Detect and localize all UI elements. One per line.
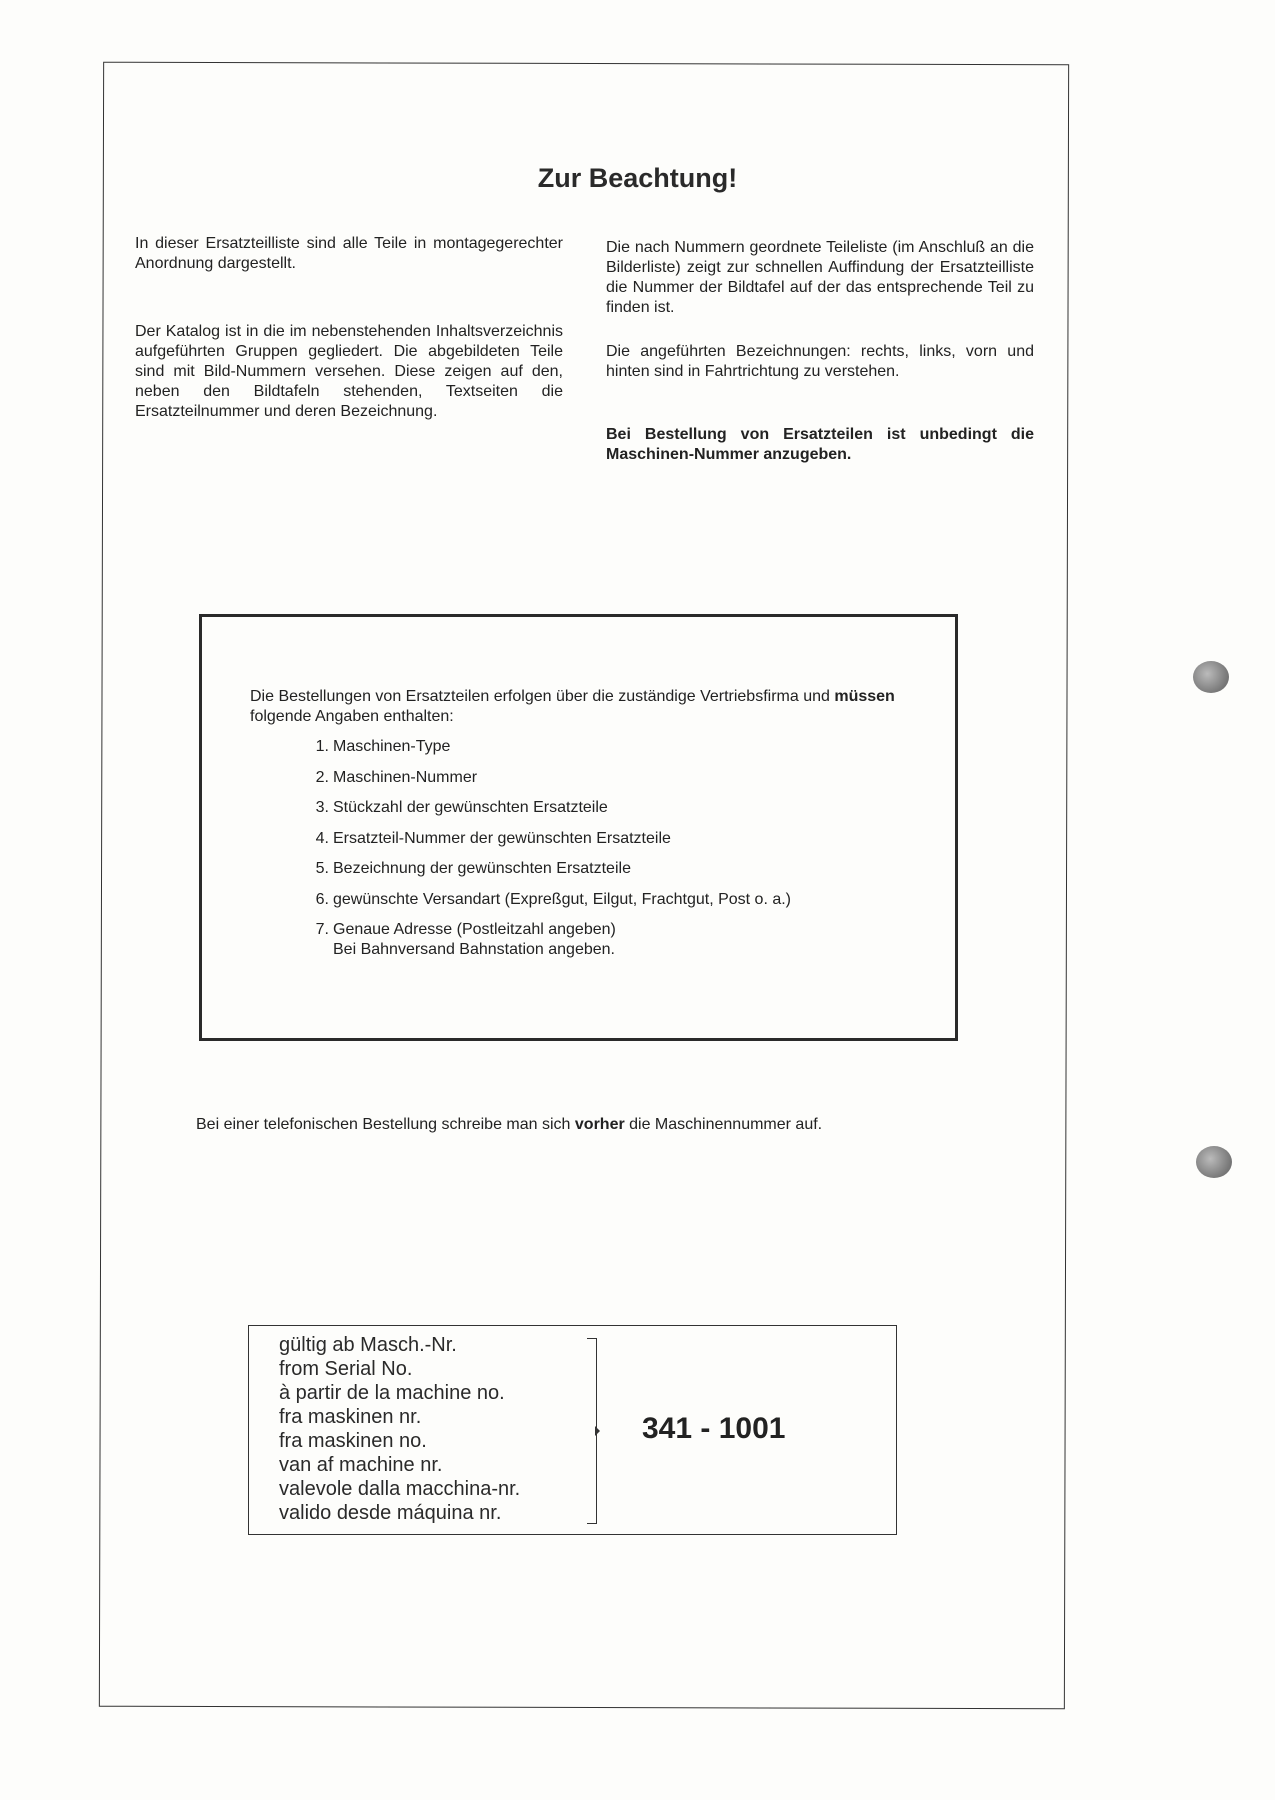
serial-label-line: fra maskinen no. <box>279 1430 427 1452</box>
item-number: 5. <box>315 860 329 877</box>
note-text: Bei einer telefonischen Bestellung schreibe man sich <box>196 1116 575 1133</box>
item-number: 6. <box>315 890 329 908</box>
bold-notice: Bei Bestellung von Ersatzteilen ist unbedingt die Maschinen-Nummer anzugeben. <box>606 426 1034 463</box>
item-text: Maschinen-Type <box>333 738 451 755</box>
order-requirements-list <box>307 737 792 958</box>
serial-label-line: à partir de la machine no. <box>279 1382 505 1404</box>
serial-label-line: valido desde máquina nr. <box>279 1502 502 1524</box>
page-title: Zur Beachtung! <box>537 163 738 193</box>
phone-order-note <box>196 1116 822 1134</box>
left-column <box>135 234 563 422</box>
serial-label-line: van af machine nr. <box>279 1454 443 1476</box>
paragraph: Der Katalog ist in die im nebenstehenden Inhaltsverzeichnis aufgeführten Gruppen gegliedert. Die abgebildeten Teile sind mit Bild-Nummern versehen. Diese zeigen auf den, neben den Bildtafeln stehenden, Textseiten die Ersatzteilnummer und deren Bezeichnung. <box>135 323 563 420</box>
punch-hole <box>1193 661 1229 693</box>
serial-label-line: from Serial No. <box>279 1358 413 1380</box>
list-item <box>307 859 791 890</box>
serial-validity-box <box>248 1325 897 1535</box>
item-number: 3. <box>315 799 329 816</box>
paragraph: In dieser Ersatzteilliste sind alle Teile in montagegerechter Anordnung dargestellt. <box>135 235 563 272</box>
serial-label-line: gültig ab Masch.-Nr. <box>279 1334 457 1356</box>
item-number: 4. <box>315 829 329 847</box>
item-text: Maschinen-Nummer <box>333 768 478 786</box>
list-item <box>307 798 791 829</box>
list-item <box>307 737 791 768</box>
list-item <box>307 890 791 921</box>
note-bold: vorher <box>574 1116 625 1133</box>
serial-number: 341 - 1001 <box>642 1412 786 1445</box>
item-text: gewünschte Versandart (Expreßgut, Eilgut, Frachtgut, Post o. a.) <box>333 890 792 908</box>
order-intro <box>250 687 930 727</box>
list-item <box>307 829 791 860</box>
item-number: 7. <box>315 921 329 938</box>
serial-labels <box>279 1333 520 1525</box>
bracket <box>587 1338 597 1524</box>
intro-text: folgende Angaben enthalten: <box>250 708 454 725</box>
item-text: Genaue Adresse (Postleitzahl angeben) <box>333 921 616 938</box>
paragraph: Die angeführten Bezeichnungen: rechts, links, vorn und hinten sind in Fahrtrichtung zu verstehen. <box>606 343 1034 380</box>
serial-label-line: valevole dalla macchina-nr. <box>279 1478 521 1500</box>
item-text: Bezeichnung der gewünschten Ersatzteile <box>333 860 631 877</box>
paragraph: Die nach Nummern geordnete Teileliste (im Anschluß an die Bilderliste) zeigt zur schnellen Auffindung der Ersatzteilliste die Nummer der Bildtafel auf der das entsprechende Teil zu finden ist. <box>606 239 1034 316</box>
punch-hole <box>1196 1146 1232 1178</box>
serial-label-line: fra maskinen nr. <box>279 1406 422 1428</box>
item-number: 1. <box>315 738 329 755</box>
item-number: 2. <box>315 768 329 786</box>
right-column <box>606 238 1034 465</box>
list-item <box>307 768 791 799</box>
intro-bold: müssen <box>834 688 895 705</box>
item-text: Ersatzteil-Nummer der gewünschten Ersatzteile <box>333 829 671 847</box>
note-text: die Maschinennummer auf. <box>624 1116 823 1133</box>
item-subtext: Bei Bahnversand Bahnstation angeben. <box>333 941 615 958</box>
intro-text: Die Bestellungen von Ersatzteilen erfolgen über die zuständige Vertriebsfirma und <box>250 688 835 705</box>
item-text: Stückzahl der gewünschten Ersatzteile <box>333 799 608 816</box>
list-item <box>307 920 791 958</box>
order-info-box <box>199 614 958 1041</box>
